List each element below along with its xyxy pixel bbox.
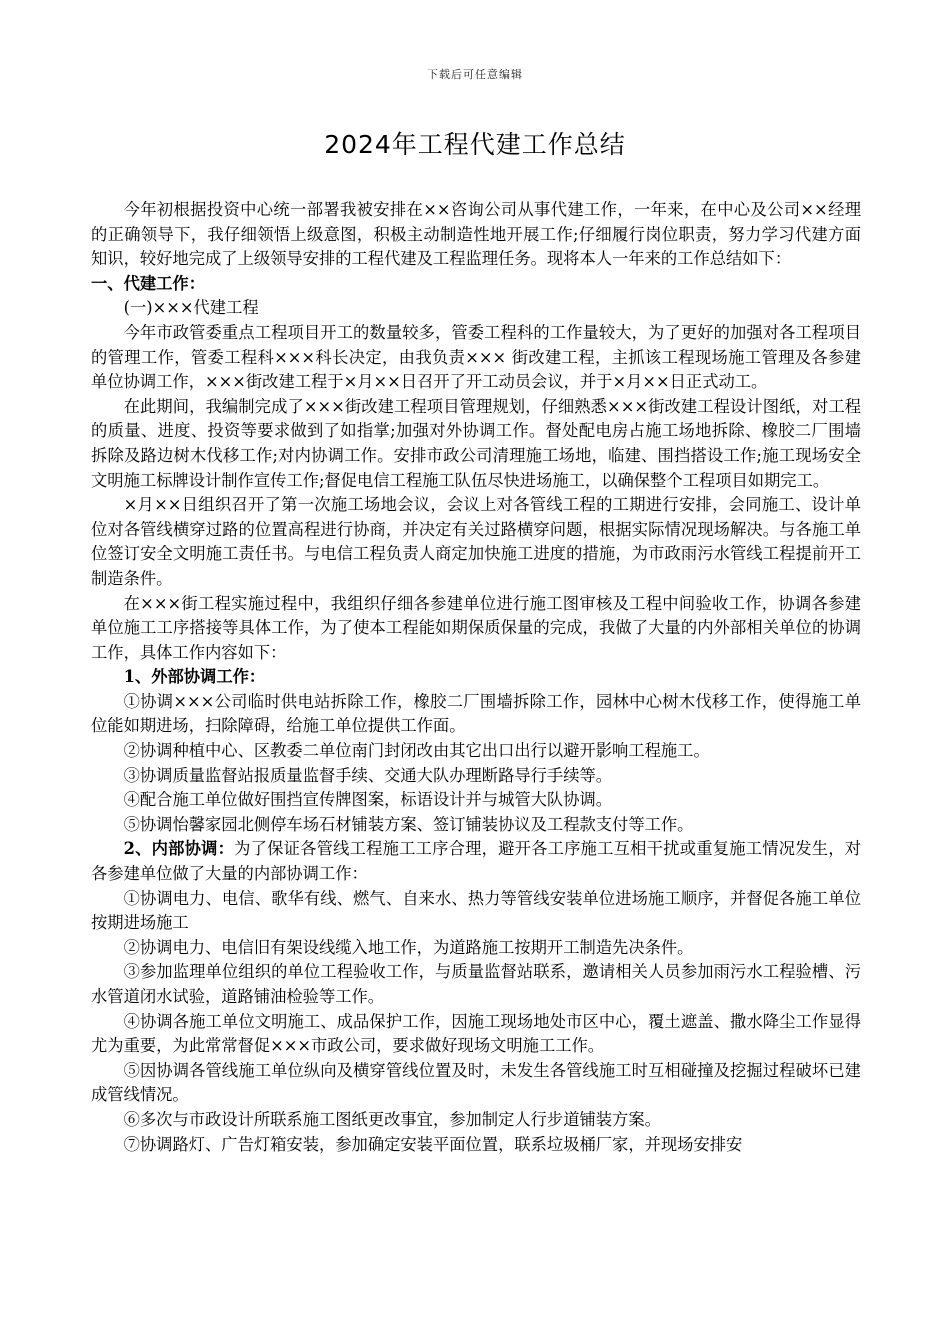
list-item: ⑥多次与市政设计所联系施工图纸更改事宜，参加制定人行步道铺装方案。 [123, 1109, 661, 1129]
document-title: 2024年工程代建工作总结 [324, 129, 626, 159]
list-item: ①协调×××公司临时供电站拆除工作，橡胶二厂围墙拆除工作，园林中心树木伐移工作，使得施工单位能如期进场，扫除障碍，给施工单位提供工作面。 [91, 691, 861, 736]
list-item: ④配合施工单位做好围挡宣传牌图案，标语设计并与城管大队协调。 [123, 790, 613, 810]
list-item: ③协调质量监督站报质量监督手续、交通大队办理断路导行手续等。 [123, 765, 613, 785]
internal-coordination-text: 为了保证各管线工程施工工序合理，避开各工序施工互相干扰或重复施工情况发生，对各参建单位做了大量的内部协调工作： [91, 839, 861, 884]
list-item: ①协调电力、电信、歌华有线、燃气、自来水、热力等管线安装单位进场施工顺序，并督促各施工单位按期进场施工 [91, 888, 861, 933]
list-item: ②协调种植中心、区教委二单位南门封闭改由其它出口出行以避开影响工程施工。 [123, 741, 710, 761]
section-heading-1: 一、代建工作： [91, 273, 205, 293]
list-item: ④协调各施工单位文明施工、成品保护工作，因施工现场地处市区中心，覆土遮盖、撒水降尘工作显得尤为重要，为此常常督促×××市政公司，要求做好现场文明施工工作。 [91, 1011, 861, 1056]
body-paragraph: ×月××日组织召开了第一次施工场地会议，会议上对各管线工程的工期进行安排，会同施工、设计单位对各管线横穿过路的位置高程进行协商，并决定有关过路横穿问题，根据实际情况现场解决。与各施工单位签订安全文明施工责任书。与电信工程负责人商定加快施工进度的措施，为市政雨污水管线工程提前开工制造条件。 [91, 495, 861, 588]
header-note: 下载后可任意编辑 [427, 68, 523, 81]
item-heading-external: 1、外部协调工作： [123, 667, 266, 687]
body-paragraph: 在此期间，我编制完成了×××街改建工程项目管理规划，仔细熟悉×××街改建工程设计图纸，对工程的质量、进度、投资等要求做到了如指掌;加强对外协调工作。督处配电房占施工场地拆除、橡胶二厂围墙拆除及路边树木伐移工作;对内协调工作。安排市政公司清理施工场地，临建、围挡搭设工作;施工现场安全文明施工标牌设计制作宣传工作;督促电信工程施工队伍尽快进场施工，以确保整个工程项目如期完工。 [91, 396, 861, 490]
internal-coordination-paragraph [91, 837, 861, 886]
list-item: ⑤因协调各管线施工单位纵向及横穿管线位置及时，未发生各管线施工时互相碰撞及挖掘过程破坏已建成管线情况。 [91, 1060, 861, 1105]
body-paragraph: 今年市政管委重点工程项目开工的数量较多，管委工程科的工作量较大，为了更好的加强对各工程项目的管理工作，管委工程科×××科长决定，由我负责××× 街改建工程，主抓该工程现场施工管理及各参建单位协调工作，×××街改建工程于×月××日召开了开工动员会议，并于×月××日正式动工。 [91, 322, 861, 392]
intro-paragraph: 今年初根据投资中心统一部署我被安排在××咨询公司从事代建工作，一年来，在中心及公司××经理的正确领导下，我仔细领悟上级意图，积极主动制造性地开展工作;仔细履行岗位职责，努力学习代建方面知识，较好地完成了上级领导安排的工程代建及工程监理任务。现将本人一年来的工作总结如下： [91, 200, 861, 269]
document-body [91, 198, 861, 1157]
item-heading-internal: 2、内部协调： [123, 839, 235, 859]
body-paragraph: 在×××街工程实施过程中，我组织仔细各参建单位进行施工图审核及工程中间验收工作，协调各参建单位施工工序搭接等具体工作，为了使本工程能如期保质保量的完成，我做了大量的内外部相关单位的协调工作，具体工作内容如下： [91, 593, 861, 662]
list-item: ③参加监理单位组织的单位工程验收工作，与质量监督站联系，邀请相关人员参加雨污水工程验槽、污水管道闭水试验，道路铺油检验等工作。 [91, 962, 861, 1006]
subsection-heading: (一)×××代建工程 [123, 298, 259, 318]
list-item: ⑤协调怡馨家园北侧停车场石材铺装方案、签订铺装协议及工程款支付等工作。 [123, 814, 694, 834]
list-item: ②协调电力、电信旧有架设线缆入地工作，为道路施工按期开工制造先决条件。 [123, 937, 694, 957]
list-item: ⑦协调路灯、广告灯箱安装，参加确定安装平面位置，联系垃圾桶厂家，并现场安排安 [123, 1134, 743, 1154]
